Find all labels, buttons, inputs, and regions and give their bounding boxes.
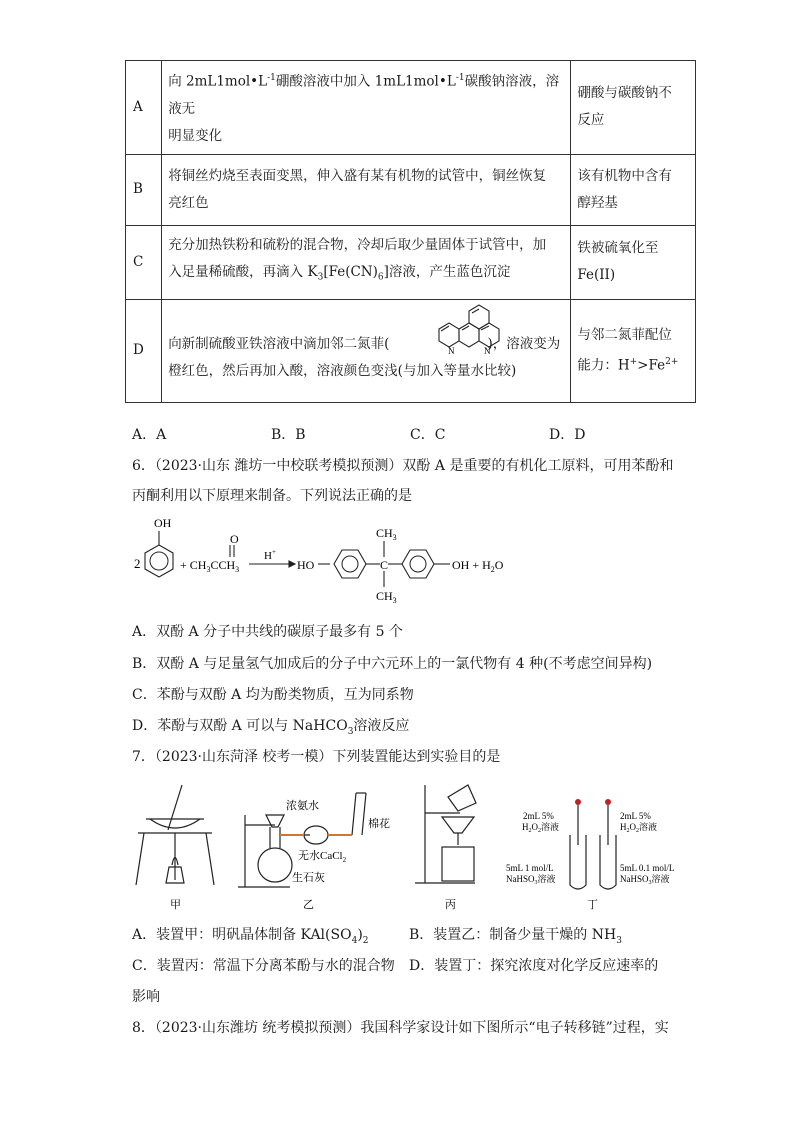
svg-text:丙: 丙 <box>445 899 456 911</box>
question-8-stem: 8．（2023·山东潍坊 统考模拟预测）我国科学家设计如下图所示“电子转移链”过程，实 <box>132 1020 669 1036</box>
svg-text:OH: OH <box>154 516 172 530</box>
question-6-option-b: B．双酚 A 与足量氢气加成后的分子中六元环上的一氯代物有 4 种(不考虑空间异构) <box>132 656 653 672</box>
row-label: B <box>126 154 162 225</box>
table-row <box>126 299 696 402</box>
apparatus-figure <box>130 775 690 915</box>
svg-text:O: O <box>230 532 239 546</box>
question-7-stem: 7．（2023·山东菏泽 校考一模）下列装置能达到实验目的是 <box>132 749 501 765</box>
svg-text:棉花: 棉花 <box>368 818 390 830</box>
svg-text:浓氨水: 浓氨水 <box>286 800 319 812</box>
question-6-option-a: A．双酚 A 分子中共线的碳原子最多有 5 个 <box>132 624 403 640</box>
answer-b: B．B <box>271 427 306 443</box>
svg-text:CH3: $CH_3$ <box>376 589 397 605</box>
svg-text:NaHSO3溶液: NaHSO$_3$溶液 <box>620 874 670 886</box>
row-description: 将铜丝灼烧至表面变黑，伸入盛有某有机物的试管中，铜丝恢复 亮红色 <box>162 154 571 225</box>
answer-d: D．D <box>549 427 586 443</box>
svg-text:H2O2溶液: $H_2O_2$溶液 <box>522 822 560 834</box>
svg-text:H2O2溶液: $H_2O_2$溶液 <box>620 822 658 834</box>
svg-text:+ CH3CCH3: + $CH_3CCH_3$ <box>180 558 240 574</box>
svg-text:丁: 丁 <box>587 899 598 911</box>
answer-c: C．C <box>410 427 446 443</box>
svg-text:2mL 5%: 2mL 5% <box>620 811 651 821</box>
options-table <box>125 60 696 403</box>
question-7-option-c: C．装置丙：常温下分离苯酚与水的混合物 <box>132 958 395 974</box>
table-row <box>126 154 696 225</box>
question-7-option-d: D．装置丁：探究浓度对化学反应速率的 <box>409 958 659 974</box>
row-conclusion: 铁被硫氧化至 Fe(II) <box>571 225 696 299</box>
svg-text:生石灰: 生石灰 <box>292 872 325 884</box>
phenanthroline-structure <box>429 302 529 360</box>
answer-a: A．A <box>132 427 167 443</box>
svg-text:HO: HO <box>297 558 315 572</box>
bisphenol-a-equation <box>132 515 532 610</box>
row-description: 充分加热铁粉和硫粉的混合物，冷却后取少量固体于试管中，加 入足量稀硫酸，再滴入 $K_3[Fe(CN)_6]$溶液，产生蓝色沉淀 <box>162 225 571 299</box>
svg-text:CH3: $CH_3$ <box>376 526 397 542</box>
question-6-option-c: C．苯酚与双酚 A 均为酚类物质，互为同系物 <box>132 687 414 703</box>
svg-text:5mL 1 mol/L: 5mL 1 mol/L <box>506 863 554 873</box>
row-conclusion: 该有机物中含有 醇羟基 <box>571 154 696 225</box>
question-6-option-d: D．苯酚与双酚 A 可以与 NaHCO$_3$溶液反应 <box>132 718 410 737</box>
row-label: C <box>126 225 162 299</box>
svg-text:2: 2 <box>134 556 141 571</box>
row-conclusion: 硼酸与碳酸钠不 反应 <box>571 61 696 155</box>
question-7-option-a: A．装置甲：明矾晶体制备 $KAl(SO_4)_2$ <box>132 927 369 946</box>
row-label: A <box>126 61 162 155</box>
row-description: 向新制硫酸亚铁溶液中滴加邻二氮菲( )，溶液变为 橙红色，然后再加入酸，溶液颜色变浅(与加入等量水比较) N N <box>162 299 571 402</box>
svg-text:乙: 乙 <box>303 899 314 911</box>
nitrogen-label: N <box>448 345 455 356</box>
svg-text:NaHSO3溶液: NaHSO$_3$溶液 <box>506 874 556 886</box>
table-row <box>126 61 696 155</box>
svg-text:C: C <box>380 558 389 572</box>
table-row <box>126 225 696 299</box>
row-label: D <box>126 299 162 402</box>
svg-text:H+: H+ <box>264 548 276 562</box>
question-6-stem-cont: 丙酮利用以下原理来制备。下列说法正确的是 <box>132 488 412 504</box>
svg-text:甲: 甲 <box>170 899 181 911</box>
question-7-option-d-cont: 影响 <box>132 989 160 1005</box>
svg-text:5mL 0.1 mol/L: 5mL 0.1 mol/L <box>620 863 675 873</box>
svg-text:2mL 5%: 2mL 5% <box>523 811 554 821</box>
svg-text:OH + H2O: OH + $H_2O$ <box>452 558 504 574</box>
row-conclusion: 与邻二氮菲配位 能力：$H^+>Fe^{2+}$ <box>571 299 696 402</box>
nitrogen-label: N <box>484 345 491 356</box>
svg-text:无水CaCl2: 无水CaCl$_2$ <box>298 850 347 864</box>
question-7-option-b: B．装置乙：制备少量干燥的 $NH_3$ <box>409 927 622 946</box>
question-6-stem: 6．（2023·山东 潍坊一中校联考模拟预测）双酚 A 是重要的有机化工原料，可用苯酚和 <box>132 458 674 474</box>
row-description: 向 $2mL1mol•L^{-1}$硼酸溶液中加入 $1mL1mol•L^{-1}$碳酸钠溶液，溶液无 明显变化 <box>162 61 571 155</box>
